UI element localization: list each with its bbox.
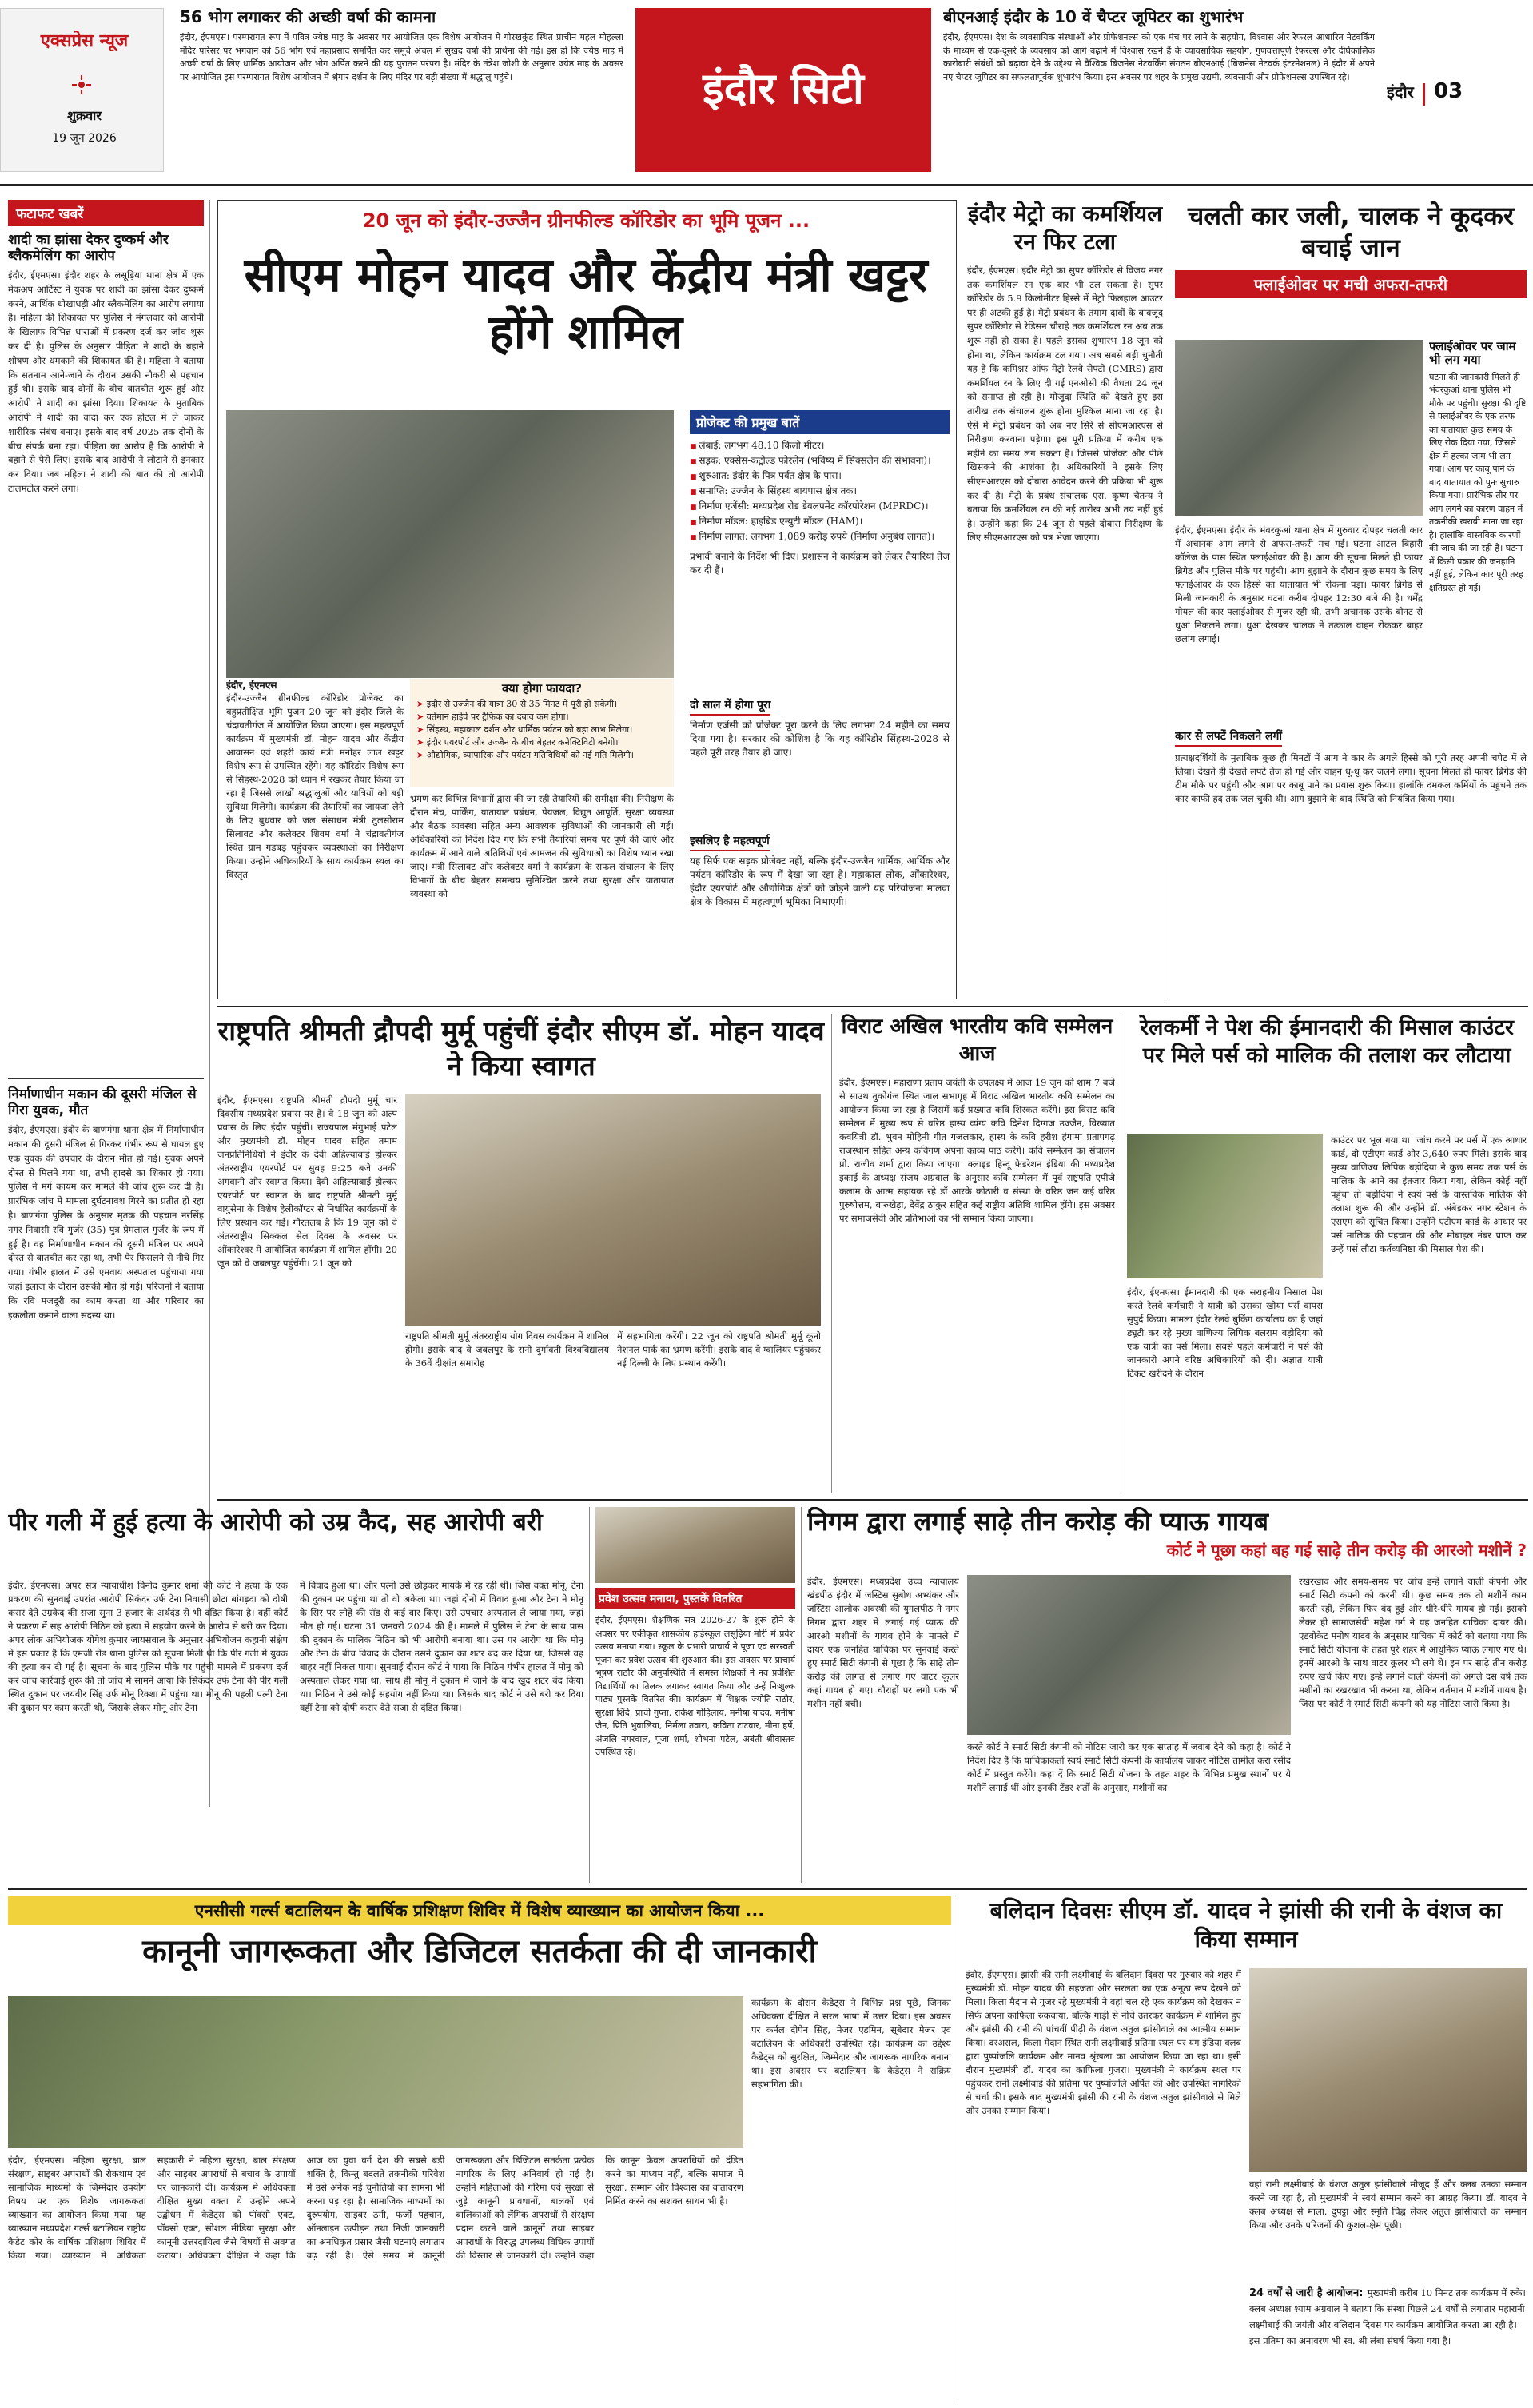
car-body: इंदौर, ईएमएस। इंदौर के भंवरकुआं थाना क्षेत्र में गुरुवार दोपहर चलती कार में अचानक आग लगने से अफरा-तफरी मच गई। घटना आटल बिहारी कॉलेज के पास स्थित फ्लाईओवर की है। आग की सूचना मिलते ही फायर ब्रिगेड और पुलिस मौके पर पहुंची। आग बुझाने के दौरान कुछ समय के लिए फ्लाईओवर के एक हिस्से का यातायात भी रोकना पड़ा। फायर ब्रिगेड से मिली जानकारी के अनुसार घटना करीब दोपहर 12:30 बजे की है। धर्मेंद्र गोयल की कार फ्लाईओवर से गुजर रही थी, तभी अचानक उसके बोनट से धुआं निकलने लगा। धुआं देखकर चालक ने तत्काल वाहन रोककर बाहर छलांग लगाई। xyxy=(1175,524,1423,644)
railway-body-1: इंदौर, ईएमएस। ईमानदारी की एक सराहनीय मिसाल पेश करते रेलवे कर्मचारी ने यात्री को उसका खोया पर्स वापस सुपुर्द किया। मामला इंदौर रेलवे बुकिंग कार्यालय का है जहां ड्यूटी कर रहे मुख्य वाणिज्य लिपिक बलराम बड़ोदिया को एक यात्री का पर्स मिला। सबसे पहले कर्मचारी ने पर्स की जानकारी अपने वरिष्ठ अधिकारियों को दी। अज्ञात यात्री टिकट खरीदने के दौरान xyxy=(1127,1286,1323,1379)
car-body-2: प्रत्यक्षदर्शियों के मुताबिक कुछ ही मिनटों में आग ने कार के अगले हिस्से को पूरी तरह अपनी चपेट में ले लिया। देखते ही देखते लपटें तेज हो गईं और वाहन धू-धू कर जलने लगा। सूचना मिलते ही फायर ब्रिगेड की टीम मौके पर पहुंची और आग पर काबू पाने का प्रयास शुरू किया। हालांकि दमकल कर्मियों के पहुंचने तक कार काफी हद तक जल चुकी थी। आग बुझाने के बाद स्थिति को नियंत्रित किया गया। xyxy=(1175,752,1527,804)
pustak-photo xyxy=(595,1507,795,1583)
feature-item: ■ निर्माण मॉडल: हाइब्रिड एन्युटी मॉडल (HAM)। xyxy=(690,515,950,530)
row-rule-3 xyxy=(8,1888,1527,1890)
two-years-body: निर्माण एजेंसी को प्रोजेक्ट पूरा करने के लिए लगभग 24 महीने का समय दिया गया है। सरकार की कोशिश है कि यह कॉरिडोर सिंहस्थ-2028 से पहले पूरी तरह तैयार हो जाए। xyxy=(690,720,950,758)
car-headline: चलती कार जली, चालक ने कूदकर बचाई जान xyxy=(1188,201,1514,263)
lead-body-3: प्रभावी बनाने के निर्देश भी दिए। प्रशासन ने कार्यक्रम को लेकर तैयारियां तेज कर दी हैं। xyxy=(690,551,950,576)
brief-divider xyxy=(8,1078,204,1079)
balidan-sub-wrap xyxy=(1249,2284,1527,2400)
benefit-item: ➤ सिंहस्थ, महाकाल दर्शन और धार्मिक पर्यटन को बड़ा लाभ मिलेगा। xyxy=(416,724,667,736)
headline: 56 भोग लगाकर की अच्छी वर्षा की कामना xyxy=(180,8,436,26)
balidan-photo xyxy=(1249,1968,1527,2172)
kavi-headline: विराट अखिल भारतीय कवि सम्मेलन आज xyxy=(841,1015,1113,1066)
important xyxy=(690,832,950,992)
railway-photo xyxy=(1127,1134,1323,1278)
metro-story xyxy=(967,200,1163,999)
pustak-headline: प्रवेश उत्सव मनाया, पुस्तकें वितरित xyxy=(595,1588,795,1609)
ncc-kicker: एनसीसी गर्ल्स बटालियन के वार्षिक प्रशिक्षण शिविर में विशेष व्याख्यान का आयोजन किया ... xyxy=(8,1896,951,1925)
masthead xyxy=(0,0,1533,180)
page-meta xyxy=(1387,80,1531,112)
pyau-subhead: कोर्ट ने पूछा कहां बह गई साढ़े तीन करोड़ की आरओ मशीनें ? xyxy=(1166,1540,1527,1560)
car-subhead-wrap xyxy=(1175,728,1423,752)
city-label: इंदौर xyxy=(1387,82,1414,102)
balidan-body-2: वहां रानी लक्ष्मीबाई के वंशज अतुल झांसीवाले मौजूद हैं और क्लब उनका सम्मान करने जा रहा है, तो मुख्यमंत्री ने स्वयं सम्मान करने का आग्रह किया। डॉ. यादव ने क्लब अध्यक्ष से माला, दुपट्टा और स्मृति चिह्न लेकर अतुल झांसीवाले का सम्मान किया और उनके परिजनों की कुशल-क्षेम पूछी। xyxy=(1249,2179,1527,2231)
masthead-rule xyxy=(0,184,1533,186)
peergali-body-2: में विवाद हुआ था। और पत्नी उसे छोड़कर मायके में रह रही थी। जिस वक्त मोनू, टेना की दुकान पर पहुंचा था तो वो अकेला था। जहां दोनों में विवाद हुआ और टेना ने मोनू के सिर पर लोहे की रॉड से कई वार किए। उसे उपचार अस्पताल ले जाया गया, जहां मौत हो गई। घटना 31 जनवरी 2024 की है। मामले में पुलिस ने टेना के साथ पास की दुकान के मालिक निठिन को भी आरोपी बनाया था। उस पर आरोप था कि मोनू और टेना के बीच विवाद के दौरान उसने दुकान का शटर बंद कर दिया था, जिससे वह बाहर नहीं निकल पाया। सुनवाई दौरान कोर्ट ने पाया कि निठिन गंभीर हालत में मोनू को अस्पताल लेकर गया था, साथ ही मोनू ने दुकान में जाने के बाद खुद शटर बंद किया था। निठिन ने उसे कोई सहयोग नहीं किया था। जिसके बाद कोर्ट ने उसे बरी कर दिया वहीं टेना को दोषी करार देते सजा से दंडित किया। xyxy=(300,1580,583,1713)
lead-kicker: 20 जून को इंदौर-उज्जैन ग्रीनफील्ड कॉरिडोर का भूमि पूजन ... xyxy=(362,210,810,232)
section-title: इंदौर सिटी xyxy=(703,64,864,114)
feature-item: ■ निर्माण लागत: लगभग 1,089 करोड़ रुपये (निर्माण अनुबंध लागत)। xyxy=(690,530,950,545)
ncc-photo xyxy=(8,1996,743,2148)
car-story xyxy=(1175,200,1527,999)
pyau-body-2: करते कोर्ट ने स्मार्ट सिटी कंपनी को नोटिस जारी कर एक सप्ताह में जवाब देने को कहा है। कोर्ट ने निर्देश दिए हैं कि याचिकाकर्ता स्वयं स्मार्ट सिटी कंपनी के कार्यालय जाकर नोटिस तामील करा रसीद कोर्ट में प्रस्तुत करेंगे। कहा दें कि स्मार्ट सिटी योजना के तहत शहर के विभिन्न प्रमुख स्थानों पर ये मशीनें लगाई थीं और इनकी टेंडर शर्तों के अनुसार, मशीनों का xyxy=(967,1741,1291,1793)
pustak-body: इंदौर, ईएमएस। शैक्षणिक सत्र 2026-27 के शुरू होने के अवसर पर एकीकृत शासकीय हाईस्कूल लसूड़िया मोरी में प्रवेश उत्सव मनाया गया। स्कूल के प्रभारी प्राचार्य ने पूजा एवं सरस्वती पूजन कर प्रवेश उत्सव की शुरुआत की। इस अवसर पर प्राचार्य भूषण राठौर की अनुपस्थिति में समस्त शिक्षकों ने नव प्रवेशित विद्यार्थियों का तिलक लगाकर स्वागत किया और उन्हें निःशुल्क पाठ्य पुस्तकें वितरित की। कार्यक्रम में शिक्षक ज्योति राठौर, सुरक्षा शिंदे, प्राची गुप्ता, राकेश गोहिलाय, मनीषा यादव, मनीषा जैन, प्रिति भुवालिया, निर्मला तवारा, कविता टाटवार, मीना हर्षे, अंजलि नगरवाल, पूजा शर्मा, शोभना पटेल, अबंती श्रीवास्तव उपस्थित रहे। xyxy=(595,1615,795,1757)
body-text: इंदौर, ईएमएस। परम्परागत रूप में पवित्र ज्येष्ठ माह के अवसर पर आयोजित एक विशेष आयोजन में गोरखकुंड स्थित प्राचीन महल मोहल्ला मंदिर परिसर पर भगवान को 56 भोग एवं महाप्रसाद समर्पित कर समूचे अंचल में सुखद वर्षा की प्रार्थना की गई। इस हो कि ज्येष्ठ माह में अच्छी वर्षा के लिए धार्मिक आयोजन और भोग अर्पित करने की यह पुरातन परंपरा है। मंदिर के तंत्रेश जोशी के अनुसार ज्येष्ठ माह के अवसर पर आयोजित इस परम्परागत विशेष आयोजन में श्रृंगार दर्शन के लिए मंदिर पर बड़ी संख्या में श्रद्धालु पहुंचे। xyxy=(180,32,623,82)
lead-photo xyxy=(226,410,674,678)
lead-story xyxy=(217,200,957,999)
page-number: 03 xyxy=(1434,80,1463,103)
benefits-box xyxy=(410,679,674,787)
section-banner xyxy=(635,8,931,172)
brief-body-2: इंदौर, ईएमएस। इंदौर के बाणगंगा थाना क्षेत्र में निर्माणाधीन मकान की दूसरी मंजिल से गिरकर गंभीर रूप से घायल हुए एक युवक की उपचार के दौरान मौत हो गई। युवक अपने दोस्त से मिलने गया था, तभी हादसे का शिकार हो गया। पुलिस ने मर्ग कायम कर मामले की जांच शुरू कर दी है। प्रारंभिक जांच में मामला दुर्घटनावश गिरने का प्रतीत हो रहा है। बाणगंगा पुलिस के अनुसार मृतक की पहचान नरसिंह नगर निवासी रवि गुर्जर (35) पुत्र प्रेमलाल गुर्जर के रूप में हुई है। वह निर्माणाधीन मकान की दूसरी मंजिल पर अपने दोस्त से बातचीत कर रहा था, तभी पैर फिसलने से नीचे गिर गया। गंभीर हालत में उसे एमवाय अस्पताल पहुंचाया गया जहां इलाज के दौरान उसकी मौत हो गई। परिजनों ने बताया कि रवि मजदूरी का काम करता था और परिवार का इकलौता कमाने वाला सदस्य था। xyxy=(8,1124,204,1321)
ncc-headline: कानूनी जागरूकता और डिजिटल सतर्कता की दी जानकारी xyxy=(142,1933,817,1970)
peergali-headline: पीर गली में हुई हत्या के आरोपी को उम्र कैद, सह आरोपी बरी xyxy=(8,1509,543,1537)
two-years-title: दो साल में होगा पूरा xyxy=(690,697,770,716)
kavi-story xyxy=(839,1014,1115,1493)
pyau-body-1: इंदौर, ईएमएस। मध्यप्रदेश उच्च न्यायालय खंडपीठ इंदौर में जस्टिस सुबोध अभ्यंकर और जस्टिस आलोक अवस्थी की युगलपीठ ने नगर निगम द्वारा शहर में लगाई गई प्याऊ की आरओ मशीनों के गायब होने के मामले में दायर एक जनहित याचिका पर सुनवाई करते हुए स्मार्ट सिटी कंपनी से पूछा है कि साढ़े तीन करोड़ की लागत से लगाए गए वाटर कूलर कहां गायब हो गए। चौराहों पर लगी एक भी मशीन नहीं बची। xyxy=(807,1576,959,1709)
feature-item: ■ समाप्ति: उज्जैन के सिंहस्थ बायपास क्षेत्र तक। xyxy=(690,484,950,500)
president-photo xyxy=(405,1094,821,1326)
important-body: यह सिर्फ एक सड़क प्रोजेक्ट नहीं, बल्कि इंदौर-उज्जैन धार्मिक, आर्थिक और पर्यटन कॉरिडोर के रूप में देखा जा रहा है। महाकाल लोक, ओंकारेश्वर, इंदौर एयरपोर्ट और औद्योगिक क्षेत्रों को जोड़ने वाली यह परियोजना मालवा क्षेत्र के विकास में महत्वपूर्ण भूमिका निभाएगी। xyxy=(690,855,950,907)
brief-headline-1: शादी का झांसा देकर दुष्कर्म और ब्लैकमेलिंग का आरोप xyxy=(8,232,169,264)
metro-headline: इंदौर मेट्रो का कमर्शियल रन फिर टला xyxy=(967,201,1163,255)
project-features xyxy=(690,410,950,694)
president-body-1: इंदौर, ईएमएस। राष्ट्रपति श्रीमती द्रौपदी मुर्मू चार दिवसीय मध्यप्रदेश प्रवास पर हैं। वे 18 जून को अल्प प्रवास के लिए इंदौर पहुंचीं। राज्यपाल मंगुभाई पटेल और मुख्यमंत्री डॉ. मोहन यादव सहित तमाम जनप्रतिनिधियों ने इंदौर के देवी अहिल्याबाई होल्कर अंतरराष्ट्रीय एयरपोर्ट पर सुबह 9:25 बजे उनकी अगवानी और स्वागत किया। देवी अहिल्याबाई होल्कर एयरपोर्ट पर स्वागत के बाद राष्ट्रपति श्रीमती मुर्मू वायुसेना के विशेष हेलीकॉप्टर से निर्धारित कार्यक्रमों के लिए प्रस्थान कर गईं। गौरतलब है कि 19 जून को वे अंतरराष्ट्रीय सिक्कल सेल दिवस के अवसर पर ओंकारेश्वर में आयोजित कार्यक्रम में शामिल होंगी। 20 जून को वे जबलपुर पहुंचेंगी। 21 जून को xyxy=(217,1094,397,1269)
lead-body-1: इंदौर-उज्जैन ग्रीनफील्ड कॉरिडोर प्रोजेक्ट का बहुप्रतीक्षित भूमि पूजन 20 जून को इंदौर जिले के चंद्रावतीगंज में आयोजित किया जाएगा। इस महत्वपूर्ण कार्यक्रम में मुख्यमंत्री डॉ. मोहन यादव और केंद्रीय आवासन एवं शहरी कार्य मंत्री मनोहर लाल खट्टर विशेष रूप से उपस्थित रहेंगे। यह कॉरिडोर विशेष रूप से सिंहस्थ-2028 को ध्यान में रखकर तैयार किया जा रहा है जिससे लाखों श्रद्धालुओं और यात्रियों को बड़ी सुविधा मिलेगी। कार्यक्रम की तैयारियों का जायजा लेने के लिए बुधवार को जल संसाधन मंत्री तुलसीराम सिलावट और कलेक्टर शिवम वर्मा ने चंद्रावतीगंज स्थित ग्राम गडबड़ पहुंचकर व्यवस्थाओं का निरीक्षण किया। उन्होंने अधिकारियों के साथ कार्यक्रम स्थल का विस्तृत xyxy=(226,692,404,880)
lead-headline: सीएम मोहन यादव और केंद्रीय मंत्री खट्टर होंगे शामिल xyxy=(244,248,928,359)
benefit-item: ➤ वर्तमान हाईवे पर ट्रैफिक का दबाव कम होगा। xyxy=(416,711,667,724)
ncc-body-2: कार्यक्रम के दौरान कैडेट्स ने विभिन्न प्रश्न पूछे, जिनका अधिवक्ता दीक्षित ने सरल भाषा में उत्तर दिया। इस अवसर पर कर्नल दीपेन सिंह, मेजर एडमिन, सूबेदार मेजर एवं बटालियन के अधिकारी उपस्थित रहे। कार्यक्रम का उद्देश्य कैडेट्स को सुरक्षित, जिम्मेदार और जागरूक नागरिक बनाना था। इस अवसर पर बटालियन के कैडेट्स ने सक्रिय सहभागिता की। xyxy=(751,1997,951,2090)
feature-item: ■ शुरुआत: इंदौर के पित्र पर्वत क्षेत्र के पास। xyxy=(690,469,950,484)
issue-day: शुक्रवार xyxy=(67,109,102,123)
lead-body-2: भ्रमण कर विभिन्न विभागों द्वारा की जा रही तैयारियों की समीक्षा की। निरीक्षण के दौरान मंच, पार्किंग, यातायात प्रबंधन, पेयजल, विद्युत आपूर्ति, सुरक्षा व्यवस्था और बैठक व्यवस्था सहित अन्य आवश्यक सुविधाओं की जानकारी ली गई। अधिकारियों को निर्देश दिए गए कि सभी तैयारियां समय पर पूर्ण की जाएं और कार्यक्रम में आने वाले अतिथियों एवं आमजन की सुविधाओं का विशेष ध्यान रखा जाए। मंत्री सिलावट और कलेक्टर वर्मा ने कार्यक्रम के सफल संचालन के लिए विभागों के बीच बेहतर समन्वय सुनिश्चित करने तथा सुरक्षा और यातायात व्यवस्था को xyxy=(410,793,674,899)
president-body-2: में सहभागिता करेंगी। 22 जून को राष्ट्रपति श्रीमती मुर्मू कूनो नेशनल पार्क का भ्रमण करेंगी। इसके बाद वे ग्वालियर पहुंचकर नई दिल्ली के लिए प्रस्थान करेंगी। xyxy=(617,1330,821,1369)
row-rule-2 xyxy=(217,1499,1528,1501)
balidan-body: इंदौर, ईएमएस। झांसी की रानी लक्ष्मीबाई के बलिदान दिवस पर गुरुवार को शहर में मुख्यमंत्री डॉ. मोहन यादव की सहजता और सरलता का एक अनूठा रूप देखने को मिला। किला मैदान से गुजर रहे मुख्यमंत्री ने वहां चल रहे एक कार्यक्रम को देखकर न सिर्फ अपना काफिला रुकवाया, बल्कि गाड़ी से नीचे उतरकर कार्यक्रम में शामिल हुए और झांसी की रानी की पांचवीं पीढ़ी के वंशज अतुल झांसीवाले का आत्मीय सम्मान किया। दरअसल, किला मैदान स्थित रानी लक्ष्मीबाई प्रतिमा स्थल पर यंग इंडिया क्लब द्वारा पुष्पांजलि कार्यक्रम और मानव श्रृंखला का आयोजन किया जा रहा था। इसी दौरान मुख्यमंत्री डॉ. यादव का काफिला गुजरा। मुख्यमंत्री ने कार्यक्रम स्थल पर पहुंचकर रानी लक्ष्मीबाई की प्रतिमा पर पुष्पांजलि अर्पित की और उपस्थित नागरिकों से चर्चा की। इसके बाद मुख्यमंत्री झांसी की रानी के वंशज अतुल झांसीवाले से मिले और उनका सम्मान किया। xyxy=(966,1969,1241,2116)
brand-name: एक्सप्रेस न्यूज xyxy=(40,31,129,51)
top-story-left xyxy=(180,8,623,176)
president-headline: राष्ट्रपति श्रीमती द्रौपदी मुर्मू पहुंचीं इंदौर सीएम डॉ. मोहन यादव ने किया स्वागत xyxy=(217,1015,825,1083)
fatafat-label: फटाफट खबरें xyxy=(8,200,204,226)
car-strap: फ्लाईओवर पर मची अफरा-तफरी xyxy=(1175,270,1527,298)
car-side-head: फ्लाईओवर पर जाम भी लग गया xyxy=(1429,340,1516,368)
president-story xyxy=(217,1014,825,1493)
benefits-title: क्या होगा फायदा? xyxy=(502,681,582,696)
brief-headline-2: निर्माणाधीन मकान की दूसरी मंजिल से गिरा युवक, मौत xyxy=(8,1086,197,1118)
balidan-story xyxy=(966,1896,1527,2404)
page-sep xyxy=(1423,83,1425,106)
railway-body-2: काउंटर पर भूल गया था। जांच करने पर पर्स में एक आधार कार्ड, दो एटीएम कार्ड और 3,640 रुपए मिले। इसके बाद मुख्य वाणिज्य लिपिक बड़ोदिया ने कुछ समय तक पर्स के मालिक के आने का इंतजार किया गया, लेकिन कोई नहीं पहुंचा तो बड़ोदिया ने स्वयं पर्स के वास्तविक मालिक की तलाश शुरू की और उन्होंने डॉ. अंबेडकर नगर स्टेशन के एसएम को सूचित किया। उन्होंने एटीएम कार्ड के आधार पर पर्स मालिक की पहचान की और मोबाइल नंबर प्राप्त कर उन्हें पर्स लौटा कर्तव्यनिष्ठा की मिसाल पेश की। xyxy=(1331,1134,1527,1254)
two-years xyxy=(690,696,950,832)
ncc-body-1: इंदौर, ईएमएस। महिला सुरक्षा, बाल संरक्षण, साइबर अपराधों की रोकथाम एवं सामाजिक माध्यमों के जिम्मेदार उपयोग विषय पर एक विशेष जागरूकता व्याख्यान का आयोजन किया गया। यह व्याख्यान मध्यप्रदेश गर्ल्स बटालियन राष्ट्रीय कैडेट कोर के वार्षिक प्रशिक्षण शिविर में किया गया। व्याख्यान में अधिकता सहकारी ने महिला सुरक्षा, बाल संरक्षण और साइबर अपराधों से बचाव के उपायों पर जानकारी दी। कार्यक्रम में अधिवक्ता दीक्षित मुख्य वक्ता थे उन्होंने अपने उद्बोधन में कैडेट्स को पॉक्सो एक्ट, पॉक्सो एक्ट, सोशल मीडिया सुरक्षा और कानूनी उत्तरदायित्व जैसे विषयों से अवगत कराया। अधिवक्ता दीक्षित ने कहा कि आज का युवा वर्ग देश की सबसे बड़ी शक्ति है, किन्तु बदलते तकनीकी परिवेश में उसे अनेक नई चुनौतियों का सामना भी करना पड़ रहा है। सामाजिक माध्यमों का दुरुपयोग, साइबर ठगी, फर्जी पहचान, ऑनलाइन उत्पीड़न तथा निजी जानकारी का अनधिकृत प्रसार जैसी घटनाएं लगातार बढ़ रही हैं। ऐसे समय में कानूनी जागरूकता और डिजिटल सतर्कता प्रत्येक नागरिक के लिए अनिवार्य हो गई है। उन्होंने महिलाओं की गरिमा एवं सुरक्षा से जुड़े कानूनी प्रावधानों, बालकों एवं बालिकाओं को लैंगिक अपराधों से संरक्षण प्रदान करने वाले कानूनों तथा साइबर अपराधों के विरुद्ध उपलब्ध विधिक उपायों की विस्तार से जानकारी दी। उन्होंने कहा कि कानून केवल अपराधियों को दंडित करने का माध्यम नहीं, बल्कि समाज में सुरक्षा, सम्मान और विश्वास का वातावरण निर्मित करने का सशक्त साधन भी है। xyxy=(8,2155,743,2261)
railway-story xyxy=(1127,1014,1527,1493)
feature-item: ■ सड़क: एक्सेस-कंट्रोल्ड फोरलेन (भविष्य में सिक्सलेन की संभावना)। xyxy=(690,454,950,469)
benefit-item: ➤ इंदौर एयरपोर्ट और उज्जैन के बीच बेहतर कनेक्टिविटी बनेगी। xyxy=(416,736,667,749)
pyau-body-3: रखरखाव और समय-समय पर जांच इन्हें लगाने वाली कंपनी और स्मार्ट सिटी कंपनी को करनी थी। कुछ समय तक तो मशीनें काम करती रहीं, लेकिन फिर बंद हुईं और धीरे-धीरे गायब हो गईं। इसको लेकर ही सामाजसेवी महेश गर्ग ने यह जनहित याचिका दायर की। एडवोकेट मनीष यादव के अनुसार याचिका में कोर्ट को बताया गया कि स्मार्ट सिटी योजना के तहत पूरे शहर में आधुनिक प्याऊ लगाए गए थे। इनमें आरओ के साथ वाटर कूलर भी लगे थे। इन पर साढ़े तीन करोड़ रुपए खर्च किए गए। इन्हें लगाने वाली कंपनी को अगले दस वर्ष तक मशीनों का रखरखाव भी करना था, लेकिन वर्तमान में मशीनें गायब है। जिस पर कोर्ट ने स्मार्ट सिटी कंपनी को यह नोटिस जारी किया है। xyxy=(1299,1576,1527,1709)
important-title: इसलिए है महत्वपूर्ण xyxy=(690,833,770,851)
features-title: प्रोजेक्ट की प्रमुख बातें xyxy=(690,410,950,434)
peergali-body-1: इंदौर, ईएमएस। अपर सत्र न्यायाधीश विनोद कुमार शर्मा की कोर्ट ने हत्या के एक प्रकरण की सुनवाई उपरांत आरोपी सिकंदर उर्फ टेना निवासी छोटा बांगड़दा को दोषी करार देते उम्रकैद की सजा सुना 3 हजार के अर्थदंड से भी दंडित किया है। वहीं कोर्ट ने प्रकरण में सह आरोपी निठिन को हत्या में सहयोग करने के आरोप से बरी कर दिया। अपर लोक अभियोजक योगेश कुमार जायसवाल के अनुसार अभियोजन कहानी संक्षेप में इस प्रकार है कि एमजी रोड थाना पुलिस को सूचना मिली थी कि पीर गली में युवक की हत्या कर दी गई है। सूचना के बाद पुलिस मौके पर पहुंची मामले में प्रकरण दर्ज कर जांच कार्रवाई शुरू की तो जांच में सामने आया कि सिकंदर उर्फ टेना की पीर गली स्थित दुकान पर जयवीर सिंह उर्फ मोनू रिक्शा में पहुंचा था। मोनू की पहली पत्नी टेना की दुकान पर काम करती थी, जिसके लेकर मोनू और टेना xyxy=(8,1580,288,1713)
headline: बीएनआई इंदौर के 10 वें चैप्टर जूपिटर का शुभारंभ xyxy=(943,8,1244,26)
car-side-body: घटना की जानकारी मिलते ही भंवरकुआं थाना पुलिस भी मौके पर पहुंची। सुरक्षा की दृष्टि से फ्लाईओवर के एक तरफ का यातायात कुछ समय के लिए रोक दिया गया, जिससे क्षेत्र में हल्का जाम भी लग गया। आग पर काबू पाने के बाद यातायात को पुनः सुचारु किया गया। प्रारंभिक तौर पर आग लगने का कारण वाहन में तकनीकी खराबी माना जा रहा है। हालांकि वास्तविक कारणों की जांच की जा रही है। घटना में किसी प्रकार की जनहानि नहीं हुई, लेकिन कार पूरी तरह क्षतिग्रस्त हो गई। xyxy=(1429,371,1527,593)
brand-logo-icon xyxy=(71,74,92,95)
brief-body-1: इंदौर, ईएमएस। इंदौर शहर के लसूड़िया थाना क्षेत्र में एक मेकअप आर्टिस्ट ने युवक पर शादी का झांसा देकर दुष्कर्म करने, आर्थिक धोखाधड़ी और ब्लैकमेलिंग का आरोप लगाया है। महिला की शिकायत पर पुलिस ने मंगलवार को आरोपी के खिलाफ विभिन्न धाराओं में प्रकरण दर्ज कर जांच शुरू कर दी है। पुलिस के अनुसार पीड़िता ने शादी के बहाने शोषण और धमकाने की शिकायत की है। महिला ने बताया कि सतनाम आने-जाने के दौरान उसकी नौकरी से पहचान हुई थी। इसके बाद दोनों के बीच बातचीत शुरू हुई और आरोपी ने शादी का झांसा दिया। शिकायत के मुताबिक आरोपी ने शादी का वादा कर एक होटल में ले जाकर शारीरिक संबंध बनाए। इसके बाद वर्ष 2025 तक दोनों के बीच संपर्क बना रहा। पीड़िता का आरोप है कि आरोपी ने बहाने से पैसे लिए। इसके बाद आरोपी ने लौटाने से इनकार कर दिया। जब महिला ने शादी की बात की तो आरोपी टालमटोल करने लगा। xyxy=(8,269,204,495)
dateline: इंदौर, ईएमएस xyxy=(226,680,277,691)
feature-item: ■ निर्माण एजेंसी: मध्यप्रदेश रोड डेवलपमेंट कॉरपोरेशन (MPRDC)। xyxy=(690,500,950,515)
ncc-story xyxy=(8,1896,951,2404)
col-rule-6 xyxy=(801,1507,802,1883)
col-rule-3 xyxy=(831,1014,832,1493)
kavi-body: इंदौर, ईएमएस। महाराणा प्रताप जयंती के उपलक्ष्य में आज 19 जून को शाम 7 बजे से साउथ तुकोगंज स्थित जाल सभागृह में विराट अखिल भारतीय कवि सम्मेलन का आयोजन किया जा रहा है जिसमें कई प्रख्यात कवि शिरकत करेंगे। इस विराट कवि सम्मेलन में मुख्य रूप से वरिष्ठ हास्य व्यंग्य कवि दिनेश दिग्गज उज्जैन, विख्यात कवयित्री डॉ. भुवन मोहिनी गीत गजलकार, हास्य के कवि हरीश हंगामा प्रतापगढ़ राजस्थान सहित अन्य कविगण अपना काव्य पाठ करेंगे। कवि सम्मेलन का संचालन प्रो. राजीव शर्मा द्वारा किया जाएगा। क्लाइड हिन्दू फेडरेशन इंडिया की मध्यप्रदेश इकाई के अध्यक्ष संजय अग्रवाल के अनुसार कवि सम्मेलन में पूर्व राष्ट्रपति एपीजे कलाम के आत्म सहायक रहे डॉ आरके कोठारी व संस्था के वरिष्ठ जन कई वरिष्ठ पुरुषोत्तम, बारुखेड़ा, देवेंद्र ठाकुर सहित कई राष्ट्रीय अतिथि शामिल होंगे। इस अवसर पर समाजसेवी और प्रतिभाओं का भी सम्मान किया जाएगा। xyxy=(839,1076,1115,1224)
pyau-photo xyxy=(967,1575,1291,1735)
balidan-subhead: 24 वर्षों से जारी है आयोजन: xyxy=(1249,2287,1364,2299)
benefit-item: ➤ औद्योगिक, व्यापारिक और पर्यटन गतिविधियों को नई गति मिलेगी। xyxy=(416,749,667,762)
car-photo xyxy=(1175,340,1423,516)
railway-headline: रेलकर्मी ने पेश की ईमानदारी की मिसाल काउंटर पर मिले पर्स को मालिक की तलाश कर लौटाया xyxy=(1140,1015,1514,1069)
pyau-story xyxy=(807,1507,1527,1883)
balidan-headline: बलिदान दिवसः सीएम डॉ. यादव ने झांसी की रानी के वंशज का किया सम्मान xyxy=(989,1897,1503,1953)
benefit-item: ➤ इंदौर से उज्जैन की यात्रा 30 से 35 मिनट में पूरी हो सकेगी। xyxy=(416,698,667,711)
president-caption: राष्ट्रपति श्रीमती मुर्मू अंतरराष्ट्रीय योग दिवस कार्यक्रम में शामिल होंगी। इसके बाद वे जबलपुर के रानी दुर्गावती विश्वविद्यालय के 36वें दीक्षांत समारोह xyxy=(405,1330,609,1369)
pyau-headline: निगम द्वारा लगाई साढ़े तीन करोड़ की प्याऊ गायब xyxy=(807,1507,1268,1537)
balidan-body-3: मुख्यमंत्री करीब 10 मिनट तक कार्यक्रम में रुके। क्लब अध्यक्ष श्याम अग्रवाल ने बताया कि संस्था पिछले 24 वर्षों से लगातार महारानी लक्ष्मीबाई की जयंती और बलिदान दिवस पर कार्यक्रम आयोजित करता आ रही है। इस प्रतिमा का अनावरण भी स्व. श्री लंबा संघर्ष किया गया है। xyxy=(1249,2287,1526,2346)
feature-item: ■ लंबाई: लगभग 48.10 किलो मीटर। xyxy=(690,439,950,454)
pustak-story xyxy=(595,1507,795,1883)
lead-body-col1 xyxy=(226,680,404,992)
peergali-story xyxy=(8,1507,583,1883)
car-subhead: कार से लपटें निकलने लगीं xyxy=(1175,728,1282,747)
row-rule-1 xyxy=(217,1006,1528,1007)
col-rule-5 xyxy=(589,1507,590,1883)
brand-box xyxy=(0,8,164,172)
body-text: इंदौर, ईएमएस। देश के व्यवसायिक संस्थाओं और प्रोफेशनल्स को एक मंच पर लाने के सहयोग, विश्वास और रेफरल आधारित नेटवर्किंग के माध्यम से एक-दूसरे के व्यवसाय को आगे बढ़ाने में विश्वास रखने हैं के व्यावसायिक सहयोग, गुणवत्तापूर्ण रेफरल्स और दीर्घकालिक कारोबारी संबंधों को बढ़ावा देने के उद्देश्य से वैश्विक बिजनेस नेटवर्किंग संगठन बीएनआई (बिजनेस नेटवर्क इंटरनेशनल) ने इंदौर में अपने नए चैप्टर जूपिटर का सफलतापूर्वक शुभारंभ किया। इस अवसर पर शहर के प्रमुख उद्यमी, व्यवसायी और प्रोफेशनल्स उपस्थित रहे। xyxy=(943,32,1375,82)
issue-date: 19 जून 2026 xyxy=(52,132,117,145)
metro-body: इंदौर, ईएमएस। इंदौर मेट्रो का सुपर कॉरिडोर से विजय नगर तक कमर्शियल रन एक बार भी टल सकता है। सुपर कॉरिडोर के 5.9 किलोमीटर हिस्से में मेट्रो फिलहाल आउटर पर ही अटकी हुई है। मेट्रो प्रबंधन के तमाम दावों के बावजूद सुपर कॉरिडोर से रेडिसन चौराहे तक कमर्शियल रन अब तक शुरू नहीं हो सका है। पहले इसका शुभारंभ 18 जून को होना था, लेकिन कार्यक्रम टल गया। अब सबसे बड़ी चुनौती यह है कि कमिश्नर ऑफ मेट्रो रेलवे सेफ्टी (CMRS) द्वारा कमर्शियल रन के लिए दी गई एनओसी की वैधता 24 जून को समाप्त हो रही है। मौजूदा स्थिति को देखते हुए इस तारीख तक संचालन शुरू होना मुश्किल माना जा रहा है। ऐसे में मेट्रो प्रबंधन को अब नए सिरे से सीएमआरएस से निरीक्षण करवाना पड़ेगा। इस पूरी प्रक्रिया में करीब एक महीने का समय लग सकता है। जिससे प्रोजेक्ट और पीछे खिसकने की आशंका है। अधिकारियों ने इसके लिए सीएमआरएस को दोबारा आवेदन करने की प्रक्रिया भी शुरू कर दी है। मेट्रो के प्रबंध संचालक एस. कृष्ण चैतन्य ने बताया कि कमर्शियल रन की नई तारीख अभी तय नहीं हुई है। उन्होंने कहा कि 24 जून से पहले दोबारा निरीक्षण के लिए सीएमआरएस को पत्र भेजा जाएगा। xyxy=(967,265,1163,544)
top-story-right xyxy=(943,8,1375,176)
